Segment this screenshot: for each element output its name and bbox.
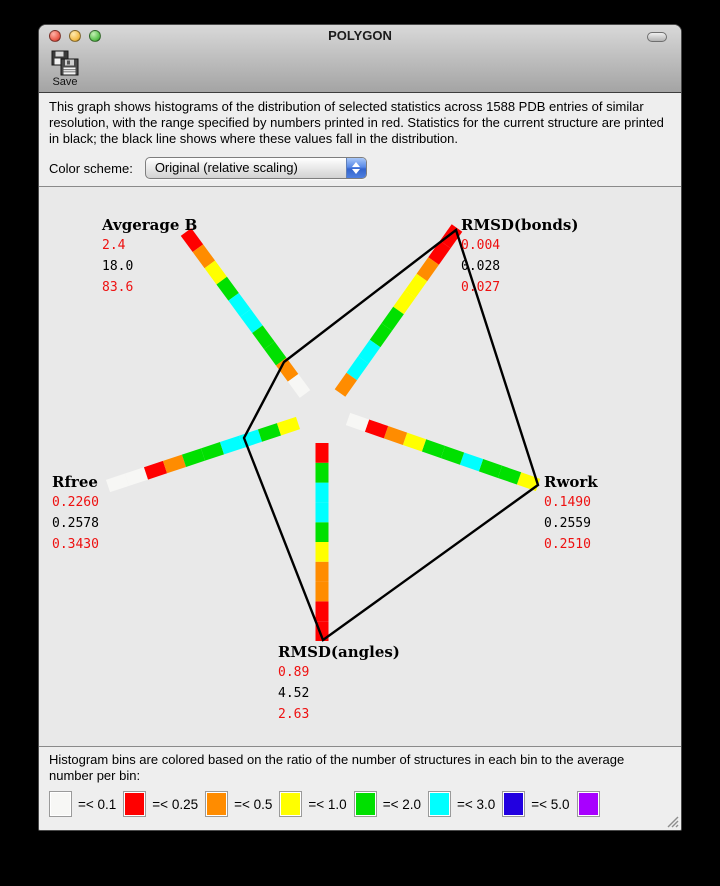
purple-bin-swatch — [577, 791, 600, 817]
histogram-bin-rmsd-bonds — [399, 294, 411, 311]
save-floppy-icon — [51, 50, 79, 76]
description-panel — [39, 93, 681, 187]
axis-max-value: 0.027 — [461, 280, 501, 295]
red-bin-swatch — [123, 791, 146, 817]
axis-title: RMSD(angles) — [278, 643, 400, 661]
bin-threshold-label: =< 1.0 — [308, 796, 347, 812]
axis-max-value: 83.6 — [102, 280, 134, 295]
histogram-bin-rwork — [462, 459, 481, 466]
toolbar-toggle-button[interactable] — [647, 32, 667, 42]
histogram-bin-rfree — [146, 467, 165, 473]
axis-min-value: 0.1490 — [544, 495, 591, 510]
axis-min-value: 0.2260 — [52, 495, 99, 510]
axis-title: Rfree — [52, 473, 98, 491]
legend-bins — [49, 791, 671, 817]
histogram-bin-rfree — [165, 461, 184, 467]
histogram-bin-rfree — [203, 448, 222, 454]
axis-current-value: 18.0 — [102, 259, 134, 274]
save-button-label: Save — [52, 76, 78, 88]
bin-threshold-label: =< 0.5 — [234, 796, 273, 812]
axis-title: RMSD(bonds) — [461, 216, 579, 234]
histogram-bin-avgerage-b — [234, 297, 246, 313]
plot-area — [39, 187, 681, 746]
histogram-bin-rwork — [481, 465, 500, 472]
histogram-bin-rmsd-bonds — [410, 278, 422, 295]
axis-max-value: 2.63 — [278, 707, 310, 722]
histogram-bin-rmsd-bonds — [375, 327, 387, 344]
histogram-bin-rwork — [500, 472, 519, 479]
window-title: POLYGON — [328, 28, 392, 43]
window-chrome — [39, 25, 681, 93]
close-button[interactable] — [49, 30, 61, 42]
color-scheme-value: Original (relative scaling) — [154, 160, 298, 175]
axis-current-value: 0.028 — [461, 259, 501, 274]
histogram-bin-rmsd-bonds — [387, 311, 399, 328]
histogram-bin-rwork — [424, 445, 443, 452]
axis-current-value: 0.2559 — [544, 516, 591, 531]
axis-label-rmsd-bonds — [461, 216, 578, 298]
axis-label-rfree — [52, 473, 99, 555]
axis-current-value: 4.52 — [278, 686, 310, 701]
axis-min-value: 2.4 — [102, 238, 126, 253]
histogram-bin-rwork — [367, 426, 386, 433]
histogram-bin-rfree — [127, 473, 146, 479]
histogram-bin-rwork — [443, 452, 462, 459]
axis-max-value: 0.2510 — [544, 537, 591, 552]
bin-threshold-label: =< 2.0 — [382, 796, 421, 812]
histogram-bin-avgerage-b — [269, 345, 281, 361]
save-button[interactable] — [47, 50, 83, 88]
axis-current-value: 0.2578 — [52, 516, 99, 531]
histogram-bin-avgerage-b — [210, 264, 222, 280]
titlebar[interactable] — [39, 25, 681, 47]
axis-max-value: 0.3430 — [52, 537, 99, 552]
histogram-bin-avgerage-b — [257, 329, 269, 345]
legend-panel — [39, 746, 681, 830]
cyan-bin-swatch — [428, 791, 451, 817]
histogram-bin-rmsd-bonds — [352, 360, 364, 377]
histogram-bin-rfree — [222, 442, 241, 448]
white-bin-swatch — [49, 791, 72, 817]
histogram-bin-avgerage-b — [222, 281, 234, 297]
histogram-bin-rfree — [279, 423, 298, 429]
axis-min-value: 0.004 — [461, 238, 501, 253]
histogram-bin-rmsd-bonds — [340, 377, 352, 394]
histogram-bin-rwork — [348, 419, 367, 426]
bin-threshold-label: =< 0.1 — [78, 796, 117, 812]
histogram-bin-rmsd-bonds — [422, 261, 434, 278]
resize-grip[interactable] — [665, 814, 679, 828]
legend-text: Histogram bins are colored based on the ratio of the number of structures in each bin to the average number per bin: — [49, 752, 625, 783]
zoom-button[interactable] — [89, 30, 101, 42]
description-text: This graph shows histograms of the distribution of selected statistics across 1588 PDB entries of similar resolution, with the range specified by numbers printed in red. Statistics for the current structure are printed in black; the black line shows where these values fall in the distribution. — [49, 99, 664, 146]
histogram-bin-avgerage-b — [198, 248, 210, 264]
histogram-bin-rwork — [405, 439, 424, 446]
polygon-window — [38, 24, 682, 831]
yellow-bin-swatch — [279, 791, 302, 817]
histogram-bin-rfree — [260, 429, 279, 435]
axis-label-rwork — [544, 473, 598, 555]
histogram-bin-avgerage-b — [293, 378, 305, 394]
blue-bin-swatch — [502, 791, 525, 817]
axis-label-rmsd-angles — [278, 643, 400, 725]
traffic-lights — [49, 30, 101, 42]
bin-threshold-label: =< 0.25 — [152, 796, 199, 812]
histogram-bin-rwork — [386, 432, 405, 439]
color-scheme-label: Color scheme: — [49, 160, 133, 176]
orange-bin-swatch — [205, 791, 228, 817]
axis-label-avgerage-b — [102, 216, 197, 298]
axis-min-value: 0.89 — [278, 665, 310, 680]
popup-stepper-icon — [346, 158, 366, 178]
axis-title: Avgerage B — [102, 216, 198, 234]
histogram-bin-avgerage-b — [246, 313, 258, 329]
color-scheme-select[interactable] — [145, 157, 367, 179]
histogram-bin-rfree — [184, 455, 203, 461]
histogram-bin-rfree — [108, 480, 127, 486]
axis-title: Rwork — [544, 473, 598, 491]
minimize-button[interactable] — [69, 30, 81, 42]
green-bin-swatch — [354, 791, 377, 817]
bin-threshold-label: =< 5.0 — [531, 796, 570, 812]
histogram-bin-rmsd-bonds — [363, 344, 375, 361]
bin-threshold-label: =< 3.0 — [456, 796, 496, 812]
